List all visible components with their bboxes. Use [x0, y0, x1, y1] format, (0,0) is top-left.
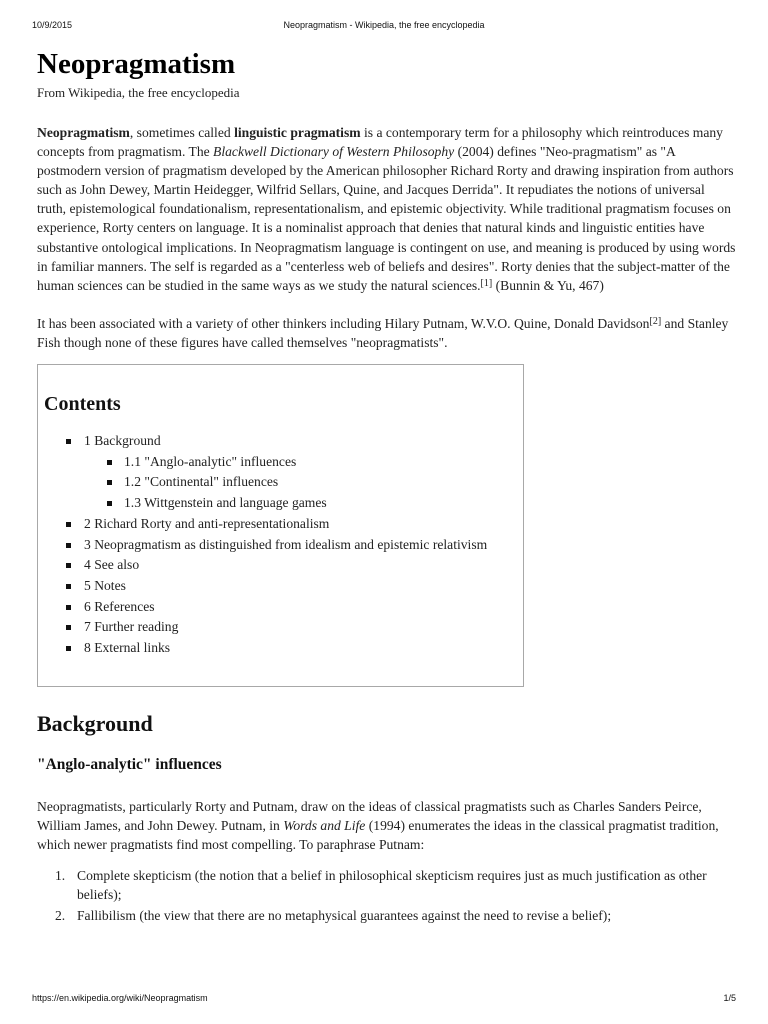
- toc-list: [44, 431, 523, 659]
- link-blackwell-dictionary[interactable]: Blackwell Dictionary of Western Philosophy: [213, 144, 455, 160]
- list-item: 2. Fallibilism (the view that there are no metaphysical guarantees against the need to revise a belief);: [55, 907, 612, 923]
- term-neopragmatism: Neopragmatism: [37, 125, 130, 140]
- associated-thinkers-paragraph: It has been associated with a variety of other thinkers including Hilary Putnam, W.V.O. Quine, Donald Davidson[2] and Stanley Fish though none of these figures have called themselves "neopragmatists".: [37, 315, 729, 350]
- toc-title: Contents: [44, 393, 121, 416]
- intro-paragraph: Neopragmatism, sometimes called linguistic pragmatism is a contemporary term for a philosophy which reintroduces many concepts from pragmatism. The Blackwell Dictionary of Western Philosophy (2004) defines "Neo-pragmatism" as "A postmodern version of pragmatism developed by the American philosopher Richard Rorty and drawing inspiration from authors such as John Dewey, Martin Heidegger, Wilfrid Sellars, Quine, and Jacques Derrida". It repudiates the notions of universal truth, epistemological foundationalism, representationalism, and epistemic objectivity. While traditional pragmatism focuses on experience, Rorty centers on language. It is a nominalist approach that denies that natural kinds and linguistic entities have substantive ontological implications. In Neopragmatism language is contingent on use, and meaning is produced by using words in familiar manners. The self is regarded as a "centerless web of beliefs and desires". Rorty denies that the subject-matter of the human sciences can be studied in the same ways as we study the natural sciences.[1] (Bunnin & Yu, 467): [37, 125, 736, 293]
- toc-item-background[interactable]: 1 Background: [44, 431, 523, 452]
- reference-link-2[interactable]: [2]: [649, 315, 662, 327]
- toc-item-notes[interactable]: 5 Notes: [44, 576, 523, 597]
- page-title: Neopragmatism: [37, 48, 236, 80]
- background-paragraph: Neopragmatists, particularly Rorty and Putnam, draw on the ideas of classical pragmatists such as Charles Sanders Peirce, William James, and John Dewey. Putnam, in Words and Life (1994) enumerates the ideas in the classical pragmatist tradition, which newer pragmatists find most compelling. To paraphrase Putnam:: [37, 799, 719, 853]
- toc-item-external-links[interactable]: 8 External links: [44, 638, 523, 659]
- print-url: https://en.wikipedia.org/wiki/Neopragmatism: [32, 993, 208, 1003]
- toc-item-wittgenstein[interactable]: 1.3 Wittgenstein and language games: [44, 493, 523, 514]
- toc-item-rorty[interactable]: 2 Richard Rorty and anti-representationalism: [44, 514, 523, 535]
- article-content: [37, 44, 737, 926]
- toc-item-see-also[interactable]: 4 See also: [44, 555, 523, 576]
- toc-item-further-reading[interactable]: 7 Further reading: [44, 617, 523, 638]
- reference-link-1[interactable]: [1]: [480, 277, 493, 289]
- print-page-title: Neopragmatism - Wikipedia, the free encyclopedia: [283, 20, 485, 30]
- toc-item-anglo-analytic[interactable]: 1.1 "Anglo-analytic" influences: [44, 452, 523, 473]
- link-words-and-life[interactable]: Words and Life: [283, 818, 366, 834]
- toc-item-continental[interactable]: 1.2 "Continental" influences: [44, 472, 523, 493]
- print-date: 10/9/2015: [32, 20, 73, 30]
- print-footer: [32, 993, 736, 1005]
- toc-item-idealism[interactable]: 3 Neopragmatism as distinguished from idealism and epistemic relativism: [44, 535, 523, 556]
- toc-item-references[interactable]: 6 References: [44, 597, 523, 618]
- section-heading-background: Background: [37, 711, 153, 737]
- table-of-contents: [37, 364, 524, 687]
- subsection-heading-anglo-analytic: "Anglo-analytic" influences: [37, 756, 222, 774]
- print-header: [32, 20, 736, 32]
- list-item: 1. Complete skepticism (the notion that a belief in philosophical skepticism requires just as much justification as other beliefs);: [55, 868, 707, 903]
- print-page-number: 1/5: [723, 993, 736, 1003]
- pragmatist-ideas-list: [37, 866, 737, 924]
- term-linguistic-pragmatism: linguistic pragmatism: [234, 125, 361, 140]
- tagline: From Wikipedia, the free encyclopedia: [37, 85, 240, 100]
